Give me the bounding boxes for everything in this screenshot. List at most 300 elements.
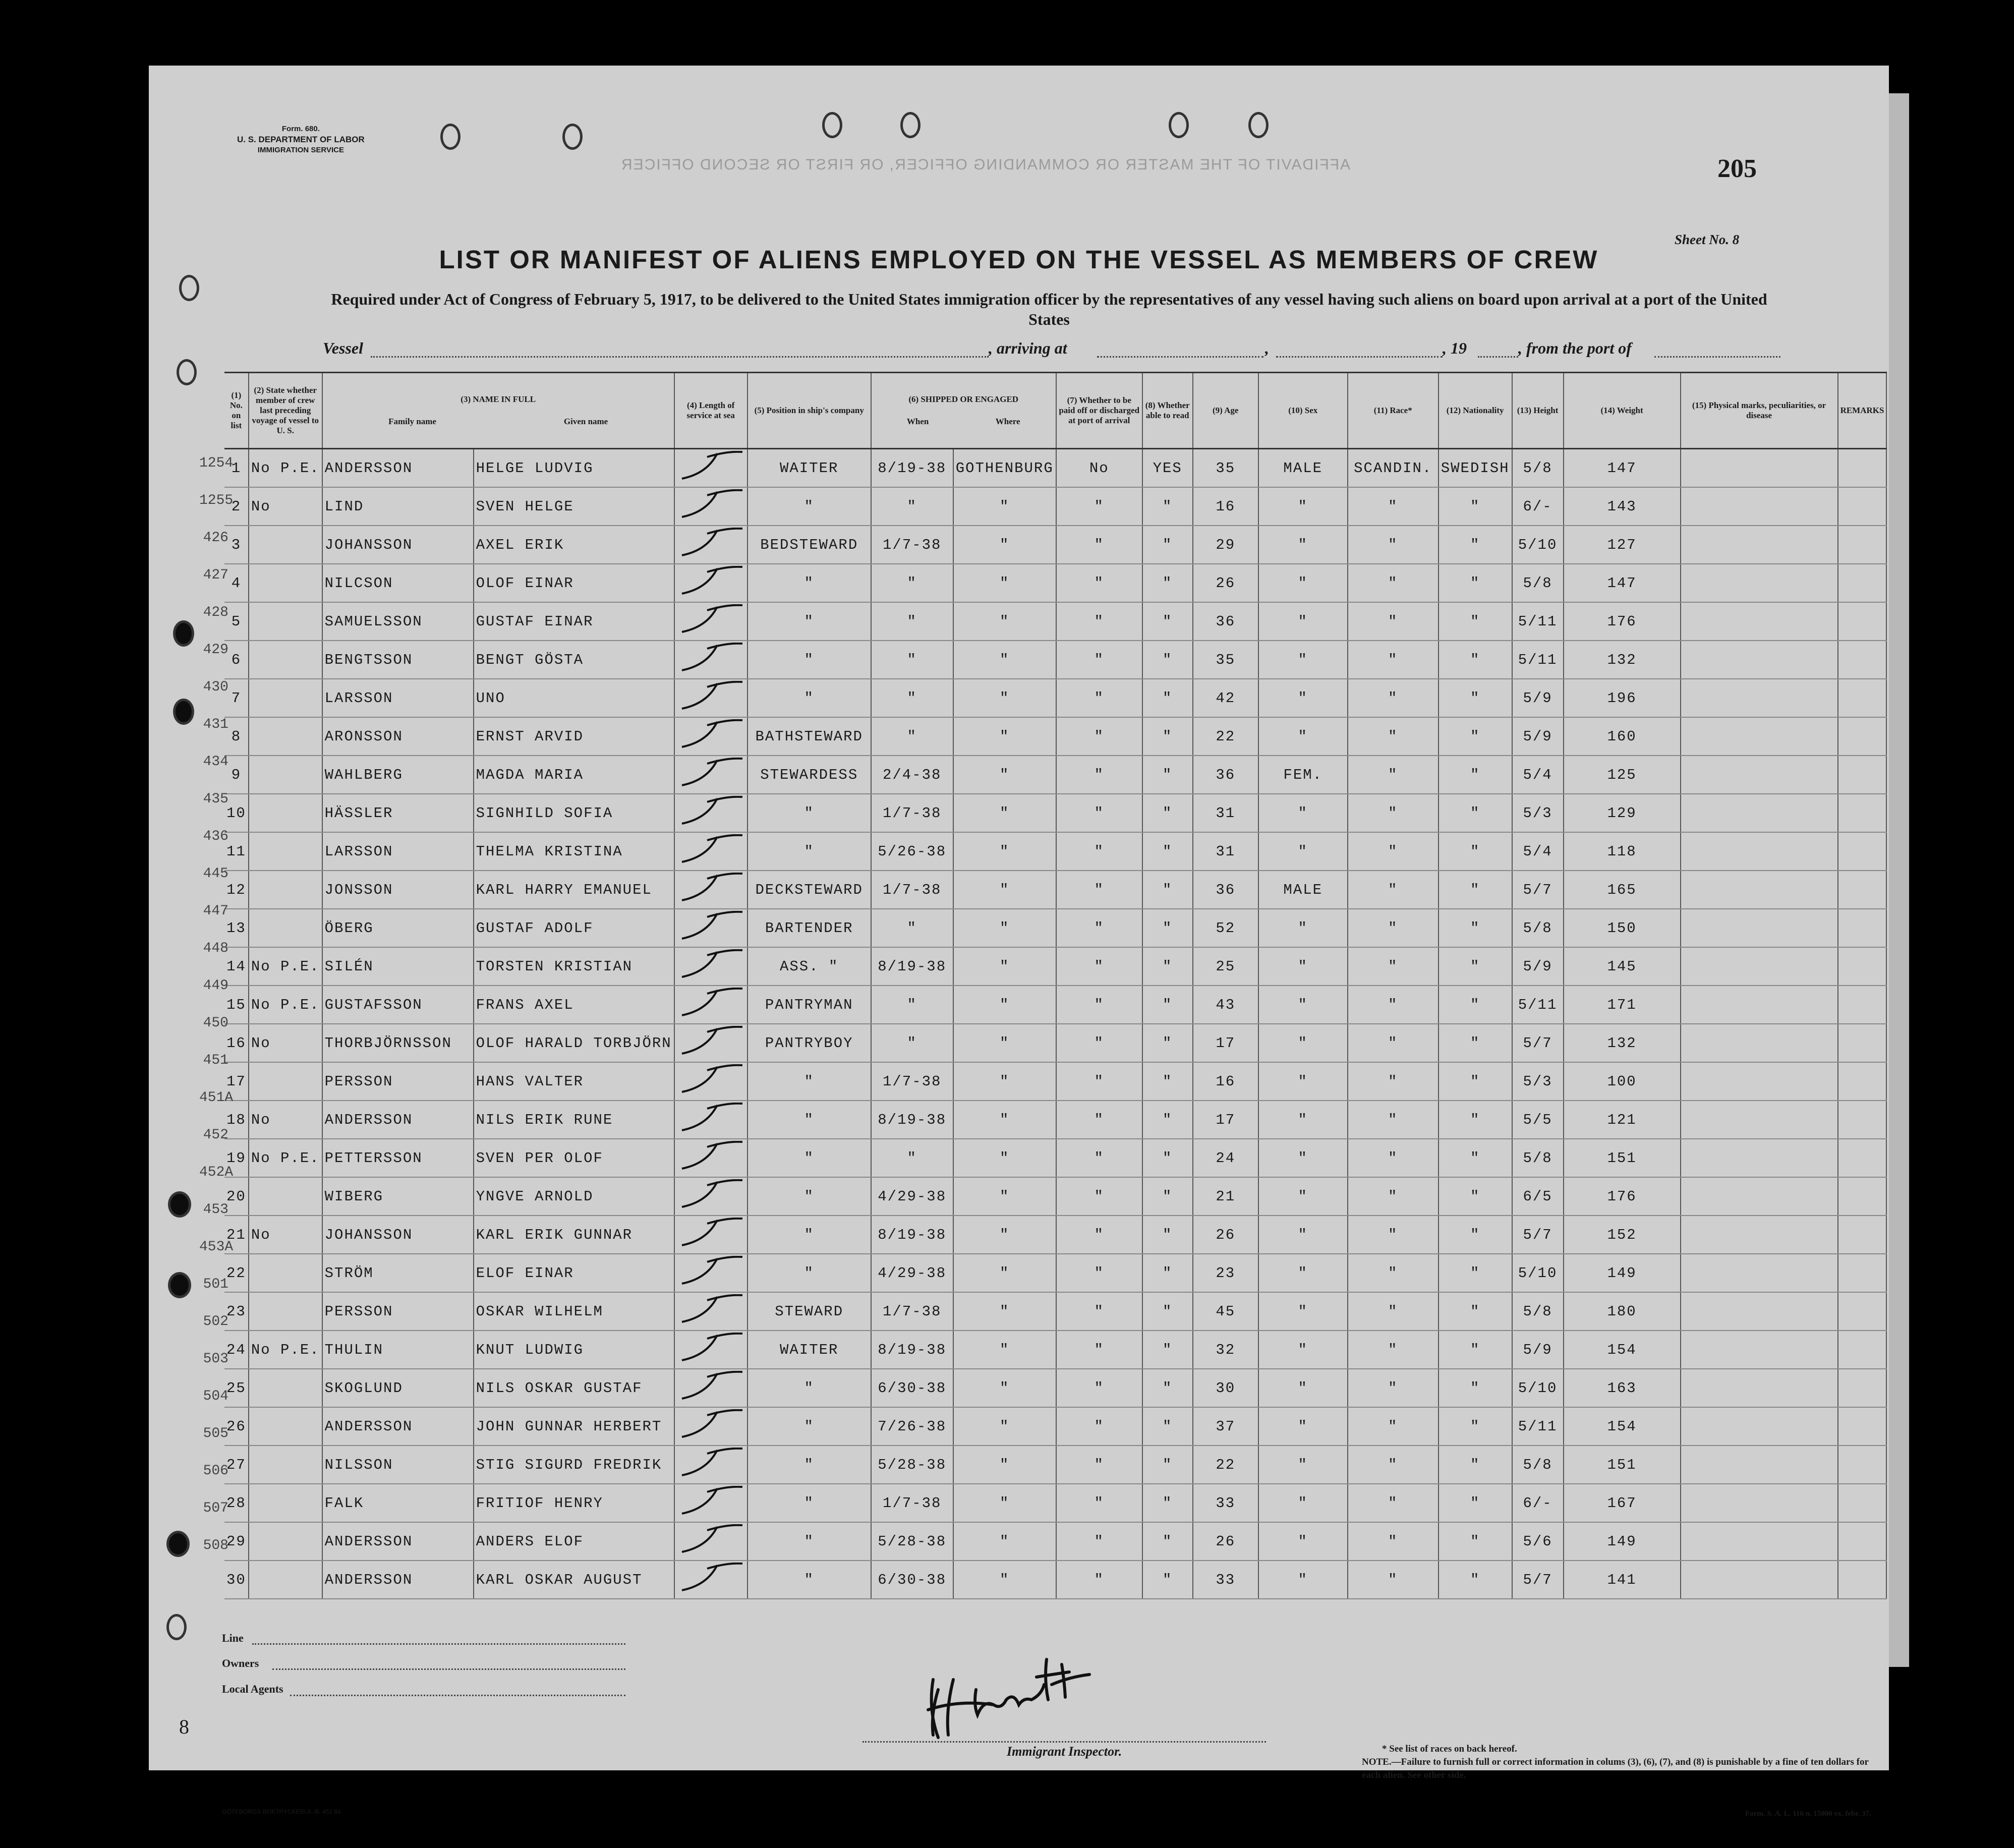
service-tick-mark <box>677 1294 745 1324</box>
cell-list-no: 4 <box>224 564 249 602</box>
cell-remarks <box>1838 1331 1887 1369</box>
from-port-label: , from the port of <box>1518 339 1632 357</box>
col-position-header: (5) Position in ship's company <box>747 373 871 449</box>
service-tick-mark <box>677 1333 745 1363</box>
cell-height: 5/8 <box>1512 1139 1564 1177</box>
owners-field[interactable] <box>272 1668 625 1670</box>
line-label: Line <box>222 1632 244 1644</box>
cell-shipped-where: " <box>953 1561 1056 1599</box>
cell-family-name: WIBERG <box>322 1177 474 1216</box>
cell-height: 6/5 <box>1512 1177 1564 1216</box>
cell-previous-voyage: No P.E. <box>249 449 322 488</box>
cell-nationality: " <box>1438 564 1512 602</box>
cell-length-of-service <box>674 1062 747 1101</box>
punch-hole <box>173 699 194 725</box>
cell-given-name: KNUT LUDWIG <box>474 1331 674 1369</box>
cell-height: 5/6 <box>1512 1522 1564 1561</box>
cell-age: 23 <box>1193 1254 1258 1292</box>
cell-able-to-read: " <box>1142 1177 1193 1216</box>
cell-height: 5/8 <box>1512 564 1564 602</box>
cell-paid-off: " <box>1056 679 1142 717</box>
cell-shipped-where: " <box>953 909 1056 947</box>
cell-nationality: " <box>1438 1292 1512 1331</box>
cell-previous-voyage <box>249 1292 322 1331</box>
cell-shipped-when: 4/29-38 <box>871 1177 953 1216</box>
arriving-label: , arriving at <box>989 339 1067 357</box>
cell-given-name: TORSTEN KRISTIAN <box>474 947 674 986</box>
cell-weight: 196 <box>1564 679 1681 717</box>
col-name-title: (3) NAME IN FULL <box>461 394 536 404</box>
cell-given-name: THELMA KRISTINA <box>474 832 674 871</box>
cell-able-to-read: " <box>1142 1254 1193 1292</box>
local-agents-label: Local Agents <box>222 1683 283 1695</box>
cell-able-to-read: " <box>1142 909 1193 947</box>
date-field[interactable] <box>1276 356 1443 358</box>
crew-manifest-table <box>224 372 1887 1599</box>
cell-list-no: 12 <box>224 871 249 909</box>
punch-hole <box>166 1531 190 1557</box>
cell-given-name: FRITIOF HENRY <box>474 1484 674 1522</box>
cell-paid-off: " <box>1056 641 1142 679</box>
service-tick-mark <box>677 451 745 481</box>
cell-previous-voyage <box>249 1446 322 1484</box>
cell-nationality: " <box>1438 1139 1512 1177</box>
punch-hole <box>1248 112 1269 138</box>
cell-weight: 149 <box>1564 1254 1681 1292</box>
bleed-through-text: AFFIDAVIT OF THE MASTER OR COMMANDING OFFICER, OR FIRST OR SECOND OFFICER <box>620 156 1351 173</box>
cell-shipped-where: " <box>953 1407 1056 1446</box>
cell-shipped-when: 1/7-38 <box>871 794 953 832</box>
cell-remarks <box>1838 1024 1887 1062</box>
cell-family-name: FALK <box>322 1484 474 1522</box>
cell-nationality: " <box>1438 641 1512 679</box>
cell-height: 5/4 <box>1512 832 1564 871</box>
footer-notes <box>1362 1743 1881 1782</box>
cell-position: " <box>747 564 871 602</box>
cell-previous-voyage: No P.E. <box>249 947 322 986</box>
cell-list-no: 21 <box>224 1216 249 1254</box>
cell-physical-marks <box>1681 1561 1838 1599</box>
cell-family-name: STRÖM <box>322 1254 474 1292</box>
cell-race: " <box>1348 1331 1438 1369</box>
cell-able-to-read: " <box>1142 1139 1193 1177</box>
cell-age: 37 <box>1193 1407 1258 1446</box>
cell-position: " <box>747 602 871 641</box>
cell-previous-voyage: No P.E. <box>249 986 322 1024</box>
cell-position: " <box>747 487 871 526</box>
margin-row-number: 431 <box>203 717 228 732</box>
cell-weight: 121 <box>1564 1101 1681 1139</box>
year-field[interactable] <box>1478 356 1518 358</box>
cell-list-no: 8 <box>224 717 249 756</box>
cell-nationality: " <box>1438 1177 1512 1216</box>
cell-given-name: SIGNHILD SOFIA <box>474 794 674 832</box>
cell-previous-voyage <box>249 1407 322 1446</box>
cell-remarks <box>1838 947 1887 986</box>
cell-family-name: PERSSON <box>322 1062 474 1101</box>
local-agents-field[interactable] <box>290 1695 625 1696</box>
cell-family-name: LARSSON <box>322 832 474 871</box>
margin-row-number: 505 <box>203 1426 228 1441</box>
cell-shipped-when: 5/28-38 <box>871 1522 953 1561</box>
cell-shipped-when: " <box>871 679 953 717</box>
cell-shipped-where: " <box>953 986 1056 1024</box>
cell-able-to-read: " <box>1142 947 1193 986</box>
margin-row-number: 504 <box>203 1389 228 1404</box>
cell-weight: 151 <box>1564 1446 1681 1484</box>
cell-length-of-service <box>674 1254 747 1292</box>
cell-age: 36 <box>1193 602 1258 641</box>
cell-length-of-service <box>674 602 747 641</box>
cell-list-no: 9 <box>224 756 249 794</box>
cell-remarks <box>1838 1101 1887 1139</box>
cell-nationality: " <box>1438 1216 1512 1254</box>
from-port-field[interactable] <box>1654 356 1780 358</box>
cell-race: " <box>1348 1561 1438 1599</box>
cell-age: 31 <box>1193 832 1258 871</box>
cell-given-name: MAGDA MARIA <box>474 756 674 794</box>
cell-given-name: OSKAR WILHELM <box>474 1292 674 1331</box>
table-row <box>224 679 1886 717</box>
header-row <box>224 373 1886 449</box>
back-sheet-edge <box>1889 93 1909 1667</box>
cell-weight: 154 <box>1564 1407 1681 1446</box>
cell-length-of-service <box>674 1292 747 1331</box>
cell-length-of-service <box>674 1561 747 1599</box>
margin-row-number: 508 <box>203 1538 228 1553</box>
service-tick-mark <box>677 1371 745 1401</box>
cell-height: 5/9 <box>1512 947 1564 986</box>
cell-length-of-service <box>674 794 747 832</box>
cell-sex: " <box>1258 986 1348 1024</box>
cell-given-name: NILS ERIK RUNE <box>474 1101 674 1139</box>
cell-weight: 132 <box>1564 1024 1681 1062</box>
cell-previous-voyage <box>249 641 322 679</box>
margin-row-number: 428 <box>203 605 228 620</box>
cell-length-of-service <box>674 871 747 909</box>
year-label: , 19 <box>1443 339 1467 357</box>
punch-hole <box>900 112 920 138</box>
cell-weight: 149 <box>1564 1522 1681 1561</box>
cell-weight: 127 <box>1564 526 1681 564</box>
cell-nationality: " <box>1438 1062 1512 1101</box>
cell-height: 5/3 <box>1512 794 1564 832</box>
cell-position: " <box>747 1561 871 1599</box>
cell-sex: " <box>1258 1407 1348 1446</box>
cell-race: " <box>1348 1369 1438 1407</box>
cell-physical-marks <box>1681 1407 1838 1446</box>
cell-paid-off: " <box>1056 1407 1142 1446</box>
margin-row-number: 506 <box>203 1463 228 1479</box>
cell-physical-marks <box>1681 1446 1838 1484</box>
cell-sex: " <box>1258 794 1348 832</box>
cell-height: 5/8 <box>1512 909 1564 947</box>
table-row <box>224 1522 1886 1561</box>
cell-family-name: ANDERSSON <box>322 1407 474 1446</box>
service-tick-mark <box>677 796 745 826</box>
cell-previous-voyage <box>249 1561 322 1599</box>
cell-nationality: " <box>1438 717 1512 756</box>
cell-remarks <box>1838 1407 1887 1446</box>
service-tick-mark <box>677 949 745 979</box>
cell-previous-voyage <box>249 717 322 756</box>
cell-shipped-where: GOTHENBURG <box>953 449 1056 488</box>
cell-shipped-when: 1/7-38 <box>871 1292 953 1331</box>
department-heading <box>237 124 365 155</box>
cell-length-of-service <box>674 679 747 717</box>
cell-sex: " <box>1258 526 1348 564</box>
page-number: 205 <box>1717 154 1757 183</box>
cell-shipped-where: " <box>953 1484 1056 1522</box>
cell-shipped-where: " <box>953 871 1056 909</box>
cell-shipped-where: " <box>953 947 1056 986</box>
cell-sex: " <box>1258 679 1348 717</box>
cell-sex: " <box>1258 564 1348 602</box>
cell-paid-off: " <box>1056 602 1142 641</box>
cell-race: " <box>1348 1254 1438 1292</box>
cell-shipped-where: " <box>953 1446 1056 1484</box>
margin-row-number: 452 <box>203 1127 228 1143</box>
cell-shipped-where: " <box>953 832 1056 871</box>
cell-sex: " <box>1258 1561 1348 1599</box>
cell-given-name: SVEN HELGE <box>474 487 674 526</box>
cell-length-of-service <box>674 832 747 871</box>
margin-row-number: 503 <box>203 1351 228 1367</box>
cell-family-name: ANDERSSON <box>322 1101 474 1139</box>
margin-number: 8 <box>179 1715 189 1738</box>
cell-position: " <box>747 1254 871 1292</box>
cell-list-no: 16 <box>224 1024 249 1062</box>
margin-row-number: 1255 <box>199 493 234 508</box>
cell-length-of-service <box>674 1177 747 1216</box>
cell-remarks <box>1838 564 1887 602</box>
page-title: LIST OR MANIFEST OF ALIENS EMPLOYED ON THE VESSEL AS MEMBERS OF CREW <box>439 245 1599 274</box>
service-tick-mark <box>677 1448 745 1478</box>
cell-shipped-when: 7/26-38 <box>871 1407 953 1446</box>
cell-remarks <box>1838 1216 1887 1254</box>
cell-family-name: PETTERSSON <box>322 1139 474 1177</box>
cell-given-name: AXEL ERIK <box>474 526 674 564</box>
vessel-field[interactable] <box>371 356 989 358</box>
cell-physical-marks <box>1681 1254 1838 1292</box>
punch-hole <box>1169 112 1189 138</box>
cell-shipped-when: 2/4-38 <box>871 756 953 794</box>
cell-remarks <box>1838 832 1887 871</box>
cell-weight: 160 <box>1564 717 1681 756</box>
cell-age: 31 <box>1193 794 1258 832</box>
cell-remarks <box>1838 794 1887 832</box>
cell-position: WAITER <box>747 449 871 488</box>
cell-position: BATHSTEWARD <box>747 717 871 756</box>
cell-nationality: " <box>1438 794 1512 832</box>
comma-sep: , <box>1265 339 1269 357</box>
cell-race: " <box>1348 1139 1438 1177</box>
cell-previous-voyage: No P.E. <box>249 1139 322 1177</box>
cell-shipped-when: " <box>871 602 953 641</box>
cell-race: " <box>1348 1484 1438 1522</box>
inspector-signature-line <box>862 1741 1266 1743</box>
cell-sex: " <box>1258 1254 1348 1292</box>
service-tick-mark <box>677 1486 745 1516</box>
cell-position: BARTENDER <box>747 909 871 947</box>
cell-weight: 163 <box>1564 1369 1681 1407</box>
cell-weight: 118 <box>1564 832 1681 871</box>
col-remarks-header: REMARKS <box>1838 373 1887 449</box>
col-previous-voyage-header: (2) State whether member of crew last preceding voyage of vessel to U. S. <box>249 373 322 449</box>
line-field[interactable] <box>252 1643 625 1645</box>
margin-row-number: 453 <box>203 1202 228 1218</box>
margin-row-number: 450 <box>203 1015 228 1031</box>
col-sex-header: (10) Sex <box>1258 373 1348 449</box>
cell-given-name: HELGE LUDVIG <box>474 449 674 488</box>
cell-list-no: 19 <box>224 1139 249 1177</box>
cell-weight: 180 <box>1564 1292 1681 1331</box>
cell-given-name: BENGT GÖSTA <box>474 641 674 679</box>
cell-position: " <box>747 1177 871 1216</box>
table-row <box>224 1139 1886 1177</box>
cell-age: 35 <box>1193 641 1258 679</box>
margin-row-number: 436 <box>203 829 228 844</box>
cell-race: " <box>1348 1024 1438 1062</box>
cell-shipped-when: 8/19-38 <box>871 1331 953 1369</box>
col-height-header: (13) Height <box>1512 373 1564 449</box>
cell-age: 21 <box>1193 1177 1258 1216</box>
cell-physical-marks <box>1681 564 1838 602</box>
margin-row-number: 430 <box>203 679 228 695</box>
cell-race: " <box>1348 1407 1438 1446</box>
cell-age: 45 <box>1193 1292 1258 1331</box>
cell-nationality: " <box>1438 487 1512 526</box>
cell-able-to-read: " <box>1142 717 1193 756</box>
cell-shipped-when: " <box>871 909 953 947</box>
punch-hole <box>173 620 194 647</box>
cell-previous-voyage <box>249 1177 322 1216</box>
cell-list-no: 20 <box>224 1177 249 1216</box>
cell-height: 5/8 <box>1512 1292 1564 1331</box>
cell-list-no: 26 <box>224 1407 249 1446</box>
col-race-header: (11) Race* <box>1348 373 1438 449</box>
arriving-field[interactable] <box>1097 356 1263 358</box>
cell-given-name: SVEN PER OLOF <box>474 1139 674 1177</box>
cell-age: 25 <box>1193 947 1258 986</box>
cell-previous-voyage: No <box>249 1024 322 1062</box>
cell-paid-off: " <box>1056 1522 1142 1561</box>
cell-remarks <box>1838 871 1887 909</box>
cell-physical-marks <box>1681 602 1838 641</box>
cell-height: 5/11 <box>1512 602 1564 641</box>
cell-remarks <box>1838 1446 1887 1484</box>
cell-race: " <box>1348 526 1438 564</box>
cell-paid-off: " <box>1056 717 1142 756</box>
cell-age: 42 <box>1193 679 1258 717</box>
cell-weight: 147 <box>1564 449 1681 488</box>
cell-sex: MALE <box>1258 871 1348 909</box>
col-where-header: Where <box>995 417 1020 426</box>
service-tick-mark <box>677 681 745 711</box>
cell-nationality: " <box>1438 1369 1512 1407</box>
cell-length-of-service <box>674 1407 747 1446</box>
cell-paid-off: " <box>1056 1292 1142 1331</box>
cell-remarks <box>1838 1561 1887 1599</box>
cell-given-name: STIG SIGURD FREDRIK <box>474 1446 674 1484</box>
cell-given-name: GUSTAF EINAR <box>474 602 674 641</box>
cell-weight: 176 <box>1564 1177 1681 1216</box>
cell-shipped-when: " <box>871 641 953 679</box>
cell-physical-marks <box>1681 526 1838 564</box>
cell-previous-voyage <box>249 832 322 871</box>
punch-hole <box>440 124 461 150</box>
owners-label: Owners <box>222 1657 259 1669</box>
cell-shipped-where: " <box>953 1254 1056 1292</box>
col-paid-off-header: (7) Whether to be paid off or discharged at port of arrival <box>1056 373 1142 449</box>
cell-physical-marks <box>1681 1216 1838 1254</box>
margin-row-number: 445 <box>203 866 228 882</box>
table-row <box>224 526 1886 564</box>
cell-nationality: " <box>1438 1101 1512 1139</box>
cell-sex: MALE <box>1258 449 1348 488</box>
cell-previous-voyage <box>249 1484 322 1522</box>
cell-list-no: 24 <box>224 1331 249 1369</box>
margin-row-number: 426 <box>203 530 228 546</box>
margin-row-number: 434 <box>203 754 228 770</box>
cell-weight: 147 <box>1564 564 1681 602</box>
table-row <box>224 449 1886 488</box>
cell-position: " <box>747 1484 871 1522</box>
cell-given-name: KARL HARRY EMANUEL <box>474 871 674 909</box>
cell-previous-voyage <box>249 564 322 602</box>
vessel-label: Vessel <box>323 339 363 357</box>
cell-previous-voyage: No P.E. <box>249 1331 322 1369</box>
cell-able-to-read: " <box>1142 986 1193 1024</box>
cell-race: " <box>1348 756 1438 794</box>
col-weight-header: (14) Weight <box>1564 373 1681 449</box>
cell-physical-marks <box>1681 1522 1838 1561</box>
cell-previous-voyage: No <box>249 487 322 526</box>
cell-weight: 145 <box>1564 947 1681 986</box>
cell-previous-voyage: No <box>249 1216 322 1254</box>
col-read-header: (8) Whether able to read <box>1142 373 1193 449</box>
cell-position: PANTRYMAN <box>747 986 871 1024</box>
cell-list-no: 3 <box>224 526 249 564</box>
cell-family-name: BENGTSSON <box>322 641 474 679</box>
cell-list-no: 23 <box>224 1292 249 1331</box>
cell-weight: 143 <box>1564 487 1681 526</box>
cell-length-of-service <box>674 564 747 602</box>
cell-height: 5/10 <box>1512 526 1564 564</box>
service-tick-mark <box>677 719 745 749</box>
cell-shipped-where: " <box>953 1292 1056 1331</box>
cell-position: DECKSTEWARD <box>747 871 871 909</box>
cell-race: " <box>1348 1292 1438 1331</box>
punch-hole <box>166 1614 187 1640</box>
printer-mark: GÖTEBORGS BOKTRYCKERI A.-B. 451 84 <box>222 1808 341 1815</box>
cell-nationality: " <box>1438 1522 1512 1561</box>
service-name: IMMIGRATION SERVICE <box>257 146 344 154</box>
table-row <box>224 1331 1886 1369</box>
cell-remarks <box>1838 986 1887 1024</box>
cell-height: 5/11 <box>1512 986 1564 1024</box>
table-row <box>224 871 1886 909</box>
cell-given-name: HANS VALTER <box>474 1062 674 1101</box>
table-row <box>224 1024 1886 1062</box>
cell-family-name: ANDERSSON <box>322 1522 474 1561</box>
table-row <box>224 1177 1886 1216</box>
cell-position: " <box>747 794 871 832</box>
cell-paid-off: " <box>1056 986 1142 1024</box>
cell-sex: " <box>1258 1369 1348 1407</box>
cell-age: 24 <box>1193 1139 1258 1177</box>
cell-remarks <box>1838 1292 1887 1331</box>
